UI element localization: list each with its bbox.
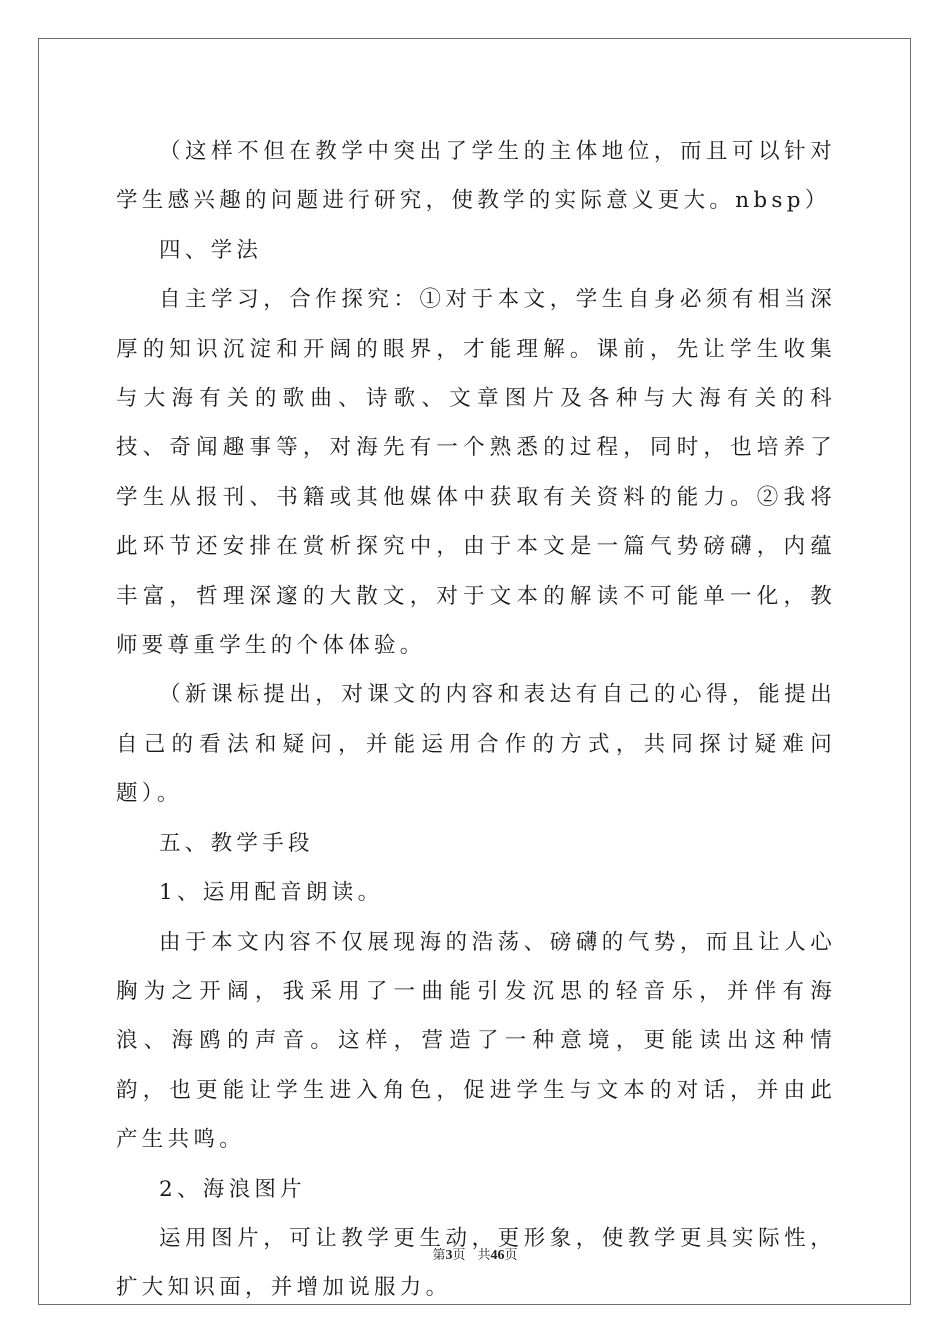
footer-page-unit: 页 <box>452 1248 466 1263</box>
paragraph-using-pictures: 运用图片，可让教学更生动，更形象，使教学更具实际性，扩大知识面，并增加说服力。 <box>116 1225 836 1301</box>
total-pages-number: 46 <box>490 1248 505 1263</box>
heading-wave-pictures: 2、海浪图片 <box>159 1176 306 1202</box>
document-body <box>116 127 836 1313</box>
current-page-number: 3 <box>445 1248 453 1263</box>
page-footer <box>0 1246 950 1266</box>
footer-total-prefix: 共 <box>477 1248 491 1263</box>
footer-total-unit: 页 <box>504 1248 518 1263</box>
footer-prefix: 第 <box>432 1248 446 1263</box>
heading-teaching-means: 五、教学手段 <box>159 830 314 856</box>
paragraph-note-new-curriculum: （新课标提出，对课文的内容和表达有自己的心得，能提出自己的看法和疑问，并能运用合作的方式，共同探讨疑难问题）。 <box>116 682 836 807</box>
paragraph-note-student-subject: （这样不但在教学中突出了学生的主体地位，而且可以针对学生感兴趣的问题进行研究，使教学的实际意义更大。nbsp） <box>116 139 836 214</box>
paragraph-background-music: 由于本文内容不仅展现海的浩荡、磅礴的气势，而且让人心胸为之开阔，我采用了一曲能引发沉思的轻音乐，并伴有海浪、海鸥的声音。这样，营造了一种意境，更能读出这种情韵，也更能让学生进入角色，促进学生与文本的对话，并由此产生共鸣。 <box>116 929 836 1153</box>
heading-dubbed-reading: 1、运用配音朗读。 <box>159 880 384 906</box>
paragraph-self-study: 自主学习，合作探究：①对于本文，学生自身必须有相当深厚的知识沉淀和开阔的眼界，才能理解。课前，先让学生收集与大海有关的歌曲、诗歌、文章图片及各种与大海有关的科技、奇闻趣事等，对海先有一个熟悉的过程，同时，也培养了学生从报刊、书籍或其他媒体中获取有关资料的能力。②我将此环节还安排在赏析探究中，由于本文是一篇气势磅礴，内蕴丰富，哲理深邃的大散文，对于文本的解读不可能单一化，教师要尊重学生的个体体验。 <box>116 287 836 659</box>
heading-study-method: 四、学法 <box>159 237 263 263</box>
